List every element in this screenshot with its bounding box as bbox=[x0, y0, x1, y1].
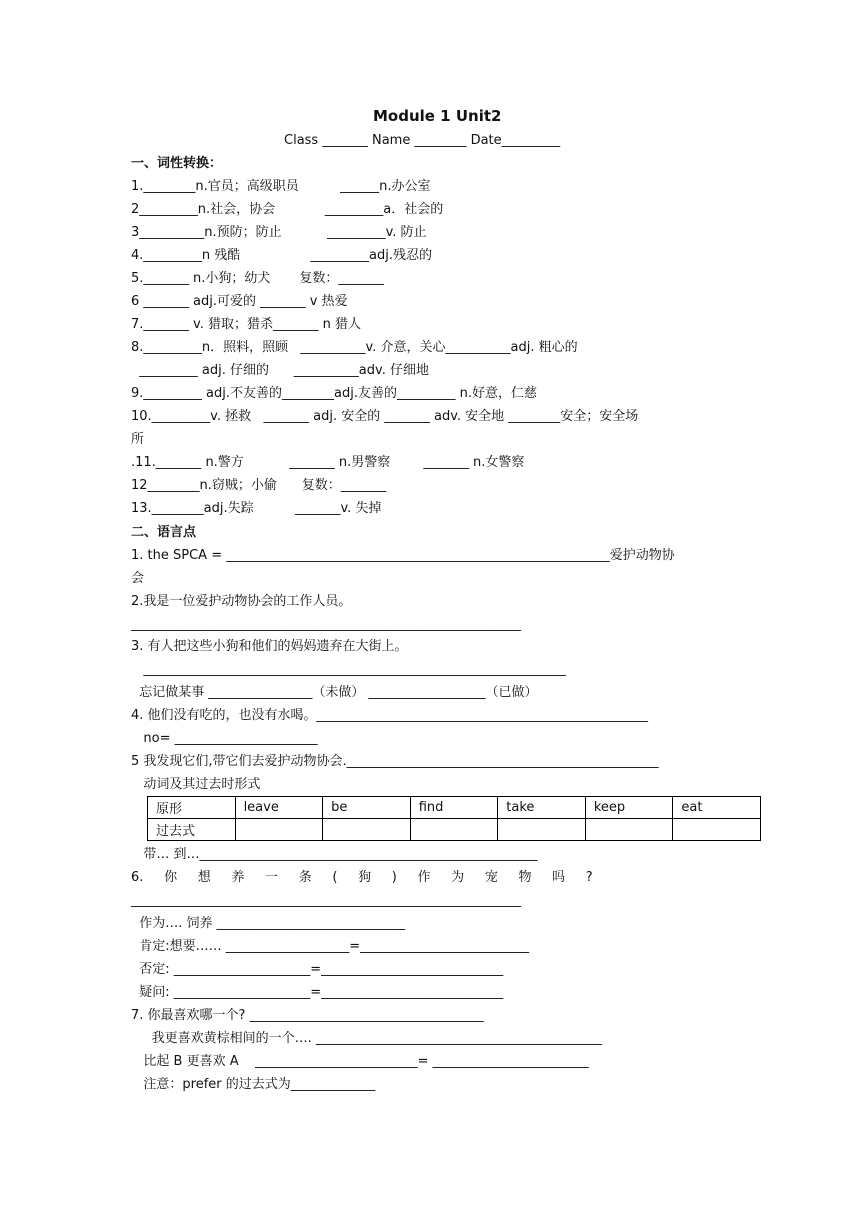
s2-line: 会 bbox=[131, 571, 145, 586]
s2-line: 比起 B 更喜欢 A _________________________= ________________________ bbox=[131, 1054, 589, 1069]
table-cell bbox=[498, 819, 586, 841]
section1-heading: 一、词性转换： bbox=[131, 156, 223, 171]
table-cell: 过去式 bbox=[148, 819, 236, 841]
s2-line: 3. 有人把这些小狗和他们的妈妈遗弃在大街上。 bbox=[131, 639, 408, 654]
table-cell: take bbox=[498, 797, 586, 819]
s2-line: 作为…. 饲养 _____________________________ bbox=[131, 916, 406, 931]
table-cell: be bbox=[323, 797, 411, 819]
s2-line: ____________________________________________________________ bbox=[131, 617, 521, 632]
s1-line: 10._________v. 拯救 _______ adj. 安全的 _______ adv. 安全地 ________安全；安全场 bbox=[131, 409, 639, 424]
table-cell: find bbox=[410, 797, 498, 819]
s2-line: 2.我是一位爱护动物协会的工作人员。 bbox=[131, 594, 352, 609]
page-title: Module 1 Unit2 bbox=[373, 107, 502, 125]
table-cell bbox=[235, 819, 323, 841]
s2-line: no= ______________________ bbox=[131, 731, 318, 746]
s1-line: 1.________n.官员；高级职员 ______n.办公室 bbox=[131, 179, 431, 194]
s1-line: _________ adj. 仔细的 __________adv. 仔细地 bbox=[131, 363, 429, 378]
table-cell bbox=[410, 819, 498, 841]
table-cell bbox=[585, 819, 673, 841]
s2-line: 忘记做某事 ________________（未做） __________________（已做） bbox=[131, 685, 538, 700]
table-cell bbox=[673, 819, 761, 841]
verb-forms-table bbox=[147, 796, 761, 841]
s1-line: 5._______ n.小狗；幼犬 复数：_______ bbox=[131, 271, 384, 286]
s1-line: 13.________adj.失踪 _______v. 失掉 bbox=[131, 501, 382, 516]
s2-line: _________________________________________________________________ bbox=[131, 662, 566, 677]
table-row bbox=[148, 797, 761, 819]
s1-line: 3__________n.预防；防止 _________v. 防止 bbox=[131, 225, 427, 240]
s2-line: 肯定:想要…… ___________________=__________________________ bbox=[131, 939, 530, 954]
s2-line: 疑问: _____________________=____________________________ bbox=[131, 985, 504, 1000]
s2-line: 否定: _____________________=____________________________ bbox=[131, 962, 504, 977]
section2-heading: 二、语言点 bbox=[131, 525, 197, 540]
s2-line: 4. 他们没有吃的，也没有水喝。___________________________________________________ bbox=[131, 708, 649, 723]
table-cell: leave bbox=[235, 797, 323, 819]
s1-line: 4._________n 残酷 _________adj.残忍的 bbox=[131, 248, 432, 263]
s2-line: 动词及其过去时形式 bbox=[131, 777, 261, 792]
s1-line: 9._________ adj.不友善的________adj.友善的_________ n.好意，仁慈 bbox=[131, 386, 537, 401]
table-cell: 原形 bbox=[148, 797, 236, 819]
s1-line: 6 _______ adj.可爱的 _______ v 热爱 bbox=[131, 294, 348, 309]
s2-line: 我更喜欢黄棕相间的一个…. ____________________________________________ bbox=[131, 1031, 602, 1046]
s2-line: 注意：prefer 的过去式为_____________ bbox=[131, 1077, 376, 1092]
s2-line: 6. 你 想 养 一 条 ( 狗 ) 作 为 宠 物 吗 ? bbox=[131, 870, 593, 885]
s2-line: 5 我发现它们,带它们去爱护动物协会.________________________________________________ bbox=[131, 754, 659, 769]
s2-line: 带… 到…____________________________________________________ bbox=[131, 847, 538, 862]
s1-line: 8._________n．照料，照顾 __________v. 介意，关心__________adj. 粗心的 bbox=[131, 340, 578, 355]
s1-line: 2_________n.社会，协会 _________a．社会的 bbox=[131, 202, 444, 217]
table-cell bbox=[323, 819, 411, 841]
s1-line: 所 bbox=[131, 432, 145, 447]
table-row bbox=[148, 819, 761, 841]
s1-line: 12________n.窃贼；小偷 复数：_______ bbox=[131, 478, 387, 493]
header-fields: Class _______ Name ________ Date_________ bbox=[284, 133, 561, 148]
s1-line: 7._______ v. 猎取；猎杀_______ n 猎人 bbox=[131, 317, 361, 332]
s1-line: .11._______ n.警方 _______ n.男警察 _______ n.女警察 bbox=[131, 455, 525, 470]
s2-line: ____________________________________________________________ bbox=[131, 893, 521, 908]
s2-line: 1. the SPCA = ___________________________________________________________爱护动物协 bbox=[131, 548, 675, 563]
s2-line: 7. 你最喜欢哪一个? ____________________________________ bbox=[131, 1008, 484, 1023]
table-cell: keep bbox=[585, 797, 673, 819]
table-cell: eat bbox=[673, 797, 761, 819]
